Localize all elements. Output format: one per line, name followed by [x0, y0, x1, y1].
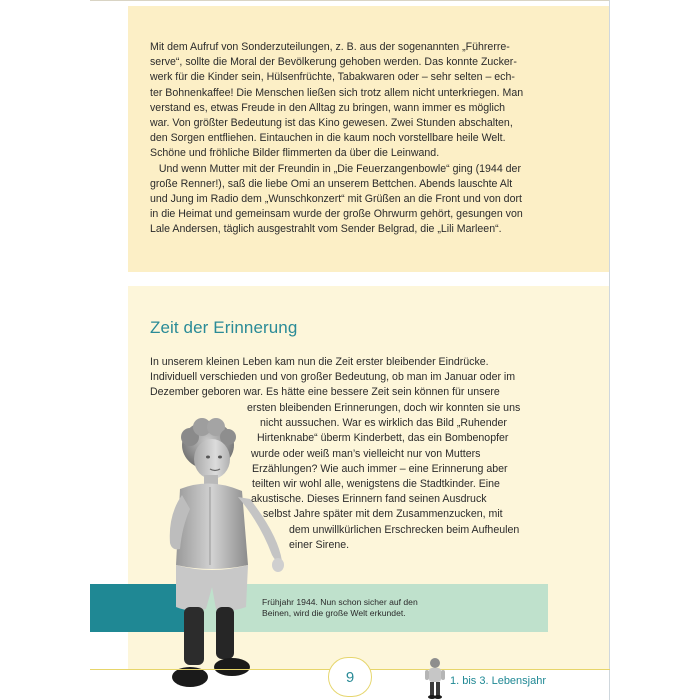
caption-line: Frühjahr 1944. Nun schon sicher auf den	[262, 597, 418, 607]
text-line: verstand es, etwas Freude in den Alltag zu bringen, wann immer es möglich	[150, 101, 506, 114]
text-line: akustische. Dieses Erinnern fand seinen Ausdruck	[251, 493, 487, 506]
page-number: 9	[328, 657, 372, 697]
text-line: ter Bohnenkaffee! Die Menschen ließen sich trotz allem nicht unterkriegen. Man	[150, 86, 524, 99]
text-line: einer Sirene.	[289, 538, 350, 551]
text-line: Dezember geboren war. Es hätte eine bessere Zeit sein können für unsere	[150, 386, 500, 399]
section-paragraph-full	[150, 355, 515, 401]
text-line: serve“, sollte die Moral der Bevölkerung gehoben werden. Das konnte Zucker-	[150, 56, 517, 69]
text-line: In unserem kleinen Leben kam nun die Zeit erster bleibender Eindrücke.	[150, 356, 489, 368]
top-rule	[90, 0, 610, 1]
text-line: in die Heimat und gemeinsam wurde der große Ohrwurm gehört, gesungen von	[150, 208, 523, 221]
text-line: Hirtenknabe“ überm Kinderbett, das ein Bombenopfer	[257, 432, 509, 445]
section-title: Zeit der Erinnerung	[150, 318, 298, 337]
toddler-photo	[150, 415, 290, 700]
chapter-label: 1. bis 3. Lebensjahr	[450, 675, 547, 687]
text-line: Erzählungen? Wie auch immer – eine Erinnerung aber	[252, 462, 508, 475]
chapter-thumbnail-icon	[423, 657, 447, 700]
text-line: Mit dem Aufruf von Sonderzuteilungen, z. B. aus der sogenannten „Führerre-	[150, 41, 510, 53]
caption-line: Beinen, wird die große Welt erkundet.	[262, 608, 406, 618]
text-line: teilten wir wohl alle, wenigstens die Stadtkinder. Eine	[252, 478, 500, 491]
text-line: selbst Jahre später mit dem Zusammenzucken, mit	[263, 508, 503, 521]
text-line: den Sorgen entfliehen. Eintauchen in die kaum noch vorstellbare heile Welt.	[150, 132, 506, 145]
text-line: Schöne und fröhliche Bilder flimmerten da über die Leinwand.	[150, 147, 440, 160]
text-line: werk für die Kinder sein, Hülsenfrüchte, Tabakwaren oder – sehr selten – ech-	[150, 71, 515, 84]
top-paragraph	[150, 40, 523, 238]
text-line: große Renner!), saß die liebe Omi an unserem Bettchen. Abends lauschte Alt	[150, 177, 513, 190]
text-line: Lale Andersen, täglich ausgestrahlt vom Sender Belgrad, die „Lili Marleen“.	[150, 223, 502, 236]
right-rule	[609, 0, 610, 700]
text-line: Individuell verschieden und von großer Bedeutung, ob man im Januar oder im	[150, 371, 516, 384]
text-line: wurde oder weiß man’s vielleicht nur von Mutters	[251, 447, 481, 460]
text-line: Und wenn Mutter mit der Freundin in „Die Feuerzangenbowle“ ging (1944 der	[150, 162, 521, 175]
text-line: und Jung im Radio dem „Wunschkonzert“ mit Grüßen an die Front und von dort	[150, 193, 522, 206]
text-line: ersten bleibenden Erinnerungen, doch wir konnten sie uns	[247, 402, 521, 414]
text-line: nicht aussuchen. War es wirklich das Bild „Ruhender	[260, 417, 507, 430]
text-line: war. Von größter Bedeutung ist das Kino gewesen. Zwei Stunden abschalten,	[150, 117, 513, 130]
text-line: dem unwillkürlichen Erschrecken beim Aufheulen	[289, 523, 520, 536]
